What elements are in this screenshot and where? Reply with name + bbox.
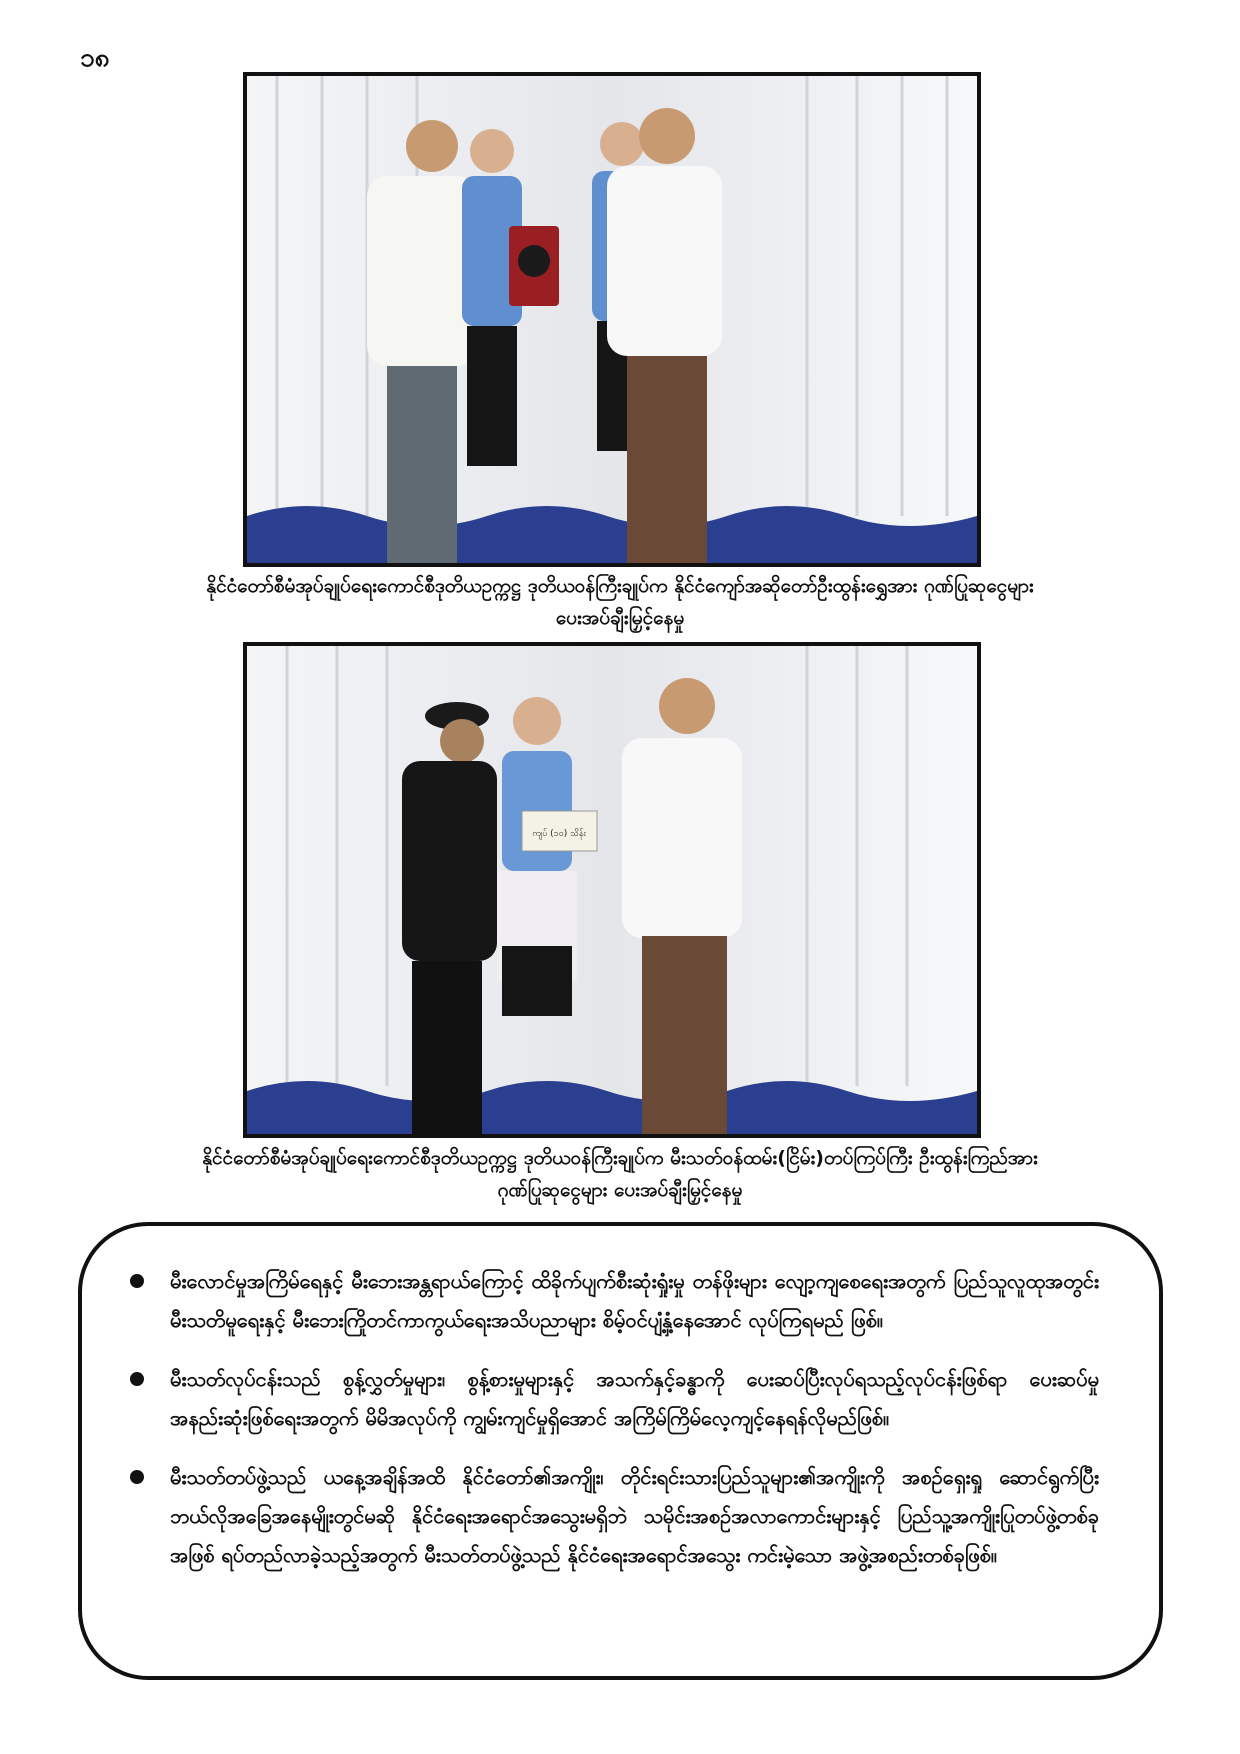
photo-1-caption-line-2: ပေးအပ်ချီးမြှင့်နေမှု — [555, 607, 685, 629]
bullet-dot-icon — [130, 1470, 144, 1484]
photo-2-caption-line-2: ဂုဏ်ပြုဆုငွေများ ပေးအပ်ချီးမြှင့်နေမှု — [497, 1179, 743, 1201]
bullet-item — [130, 1458, 1099, 1575]
bullet-item — [130, 1262, 1099, 1340]
award-photo-2 — [243, 642, 981, 1138]
photo-1-caption-line-1: နိုင်ငံတော်စီမံအုပ်ချုပ်ရေးကောင်စီဒုတိယဥက္ကဋ္ဌ ဒုတိယဝန်ကြီးချုပ်က နိုင်ငံကျော်အဆိုတော်ဦးထွန်းရွှေအား ဂုဏ်ပြုဆုငွေများ — [206, 575, 1034, 597]
photo-1-caption — [110, 570, 1130, 634]
photo-2-caption-line-1: နိုင်ငံတော်စီမံအုပ်ချုပ်ရေးကောင်စီဒုတိယဥက္ကဋ္ဌ ဒုတိယဝန်ကြီးချုပ်က မီးသတ်ဝန်ထမ်း(ငြိမ်း)တပ်ကြပ်ကြီး ဦးထွန်းကြည်အား — [202, 1147, 1038, 1169]
bullet-dot-icon — [130, 1372, 144, 1386]
envelope-label: ကျပ် (၁၀) သိန်း — [532, 829, 586, 839]
award-photo-1-image — [247, 76, 977, 563]
bullet-dot-icon — [130, 1274, 144, 1288]
award-photo-1 — [243, 72, 981, 567]
key-points-box — [78, 1222, 1163, 1680]
photo-2-caption — [110, 1142, 1130, 1206]
bullet-text: မီးသတ်လုပ်ငန်းသည် စွန့်လွှတ်မှုများ၊ စွန့်စားမှုများနှင့် အသက်နှင့်ခန္ဓာကို ပေးဆပ်ပြီးလုပ်ရသည့်လုပ်ငန်းဖြစ်ရာ ပေးဆပ်မှုအနည်းဆုံးဖြစ်ရေးအတွက် မိမိအလုပ်ကို ကျွမ်းကျင်မှုရှိအောင် အကြိမ်ကြိမ်လေ့ကျင့်နေရန်လိုမည်ဖြစ်။ — [170, 1367, 1099, 1430]
award-photo-2-image — [247, 646, 977, 1134]
page-number: ၁၈ — [80, 43, 110, 73]
bullet-item — [130, 1360, 1099, 1438]
bullet-text: မီးသတ်တပ်ဖွဲ့သည် ယနေ့အချိန်အထိ နိုင်ငံတော်၏အကျိုး၊ တိုင်းရင်းသားပြည်သူများ၏အကျိုးကို အစဉ်ရှေးရှု ဆောင်ရွက်ပြီး ဘယ်လိုအခြေအနေမျိုးတွင်မဆို နိုင်ငံရေးအရောင်အသွေးမရှိဘဲ သမိုင်းအစဉ်အလာကောင်းများနှင့် ပြည်သူ့အကျိုးပြုတပ်ဖွဲ့တစ်ခုအဖြစ် ရပ်တည်လာခဲ့သည့်အတွက် မီးသတ်တပ်ဖွဲ့သည် နိုင်ငံရေးအရောင်အသွေး ကင်းမဲ့သော အဖွဲ့အစည်းတစ်ခုဖြစ်။ — [170, 1465, 1099, 1567]
bullet-text: မီးလောင်မှုအကြိမ်ရေနှင့် မီးဘေးအန္တရာယ်ကြောင့် ထိခိုက်ပျက်စီးဆုံးရှုံးမှု တန်ဖိုးများ လျော့ကျစေရေးအတွက် ပြည်သူလူထုအတွင်း မီးသတိမူရေးနှင့် မီးဘေးကြိုတင်ကာကွယ်ရေးအသိပညာများ စိမ့်ဝင်ပျံ့နှံ့နေအောင် လုပ်ကြရမည် ဖြစ်။ — [170, 1269, 1099, 1332]
